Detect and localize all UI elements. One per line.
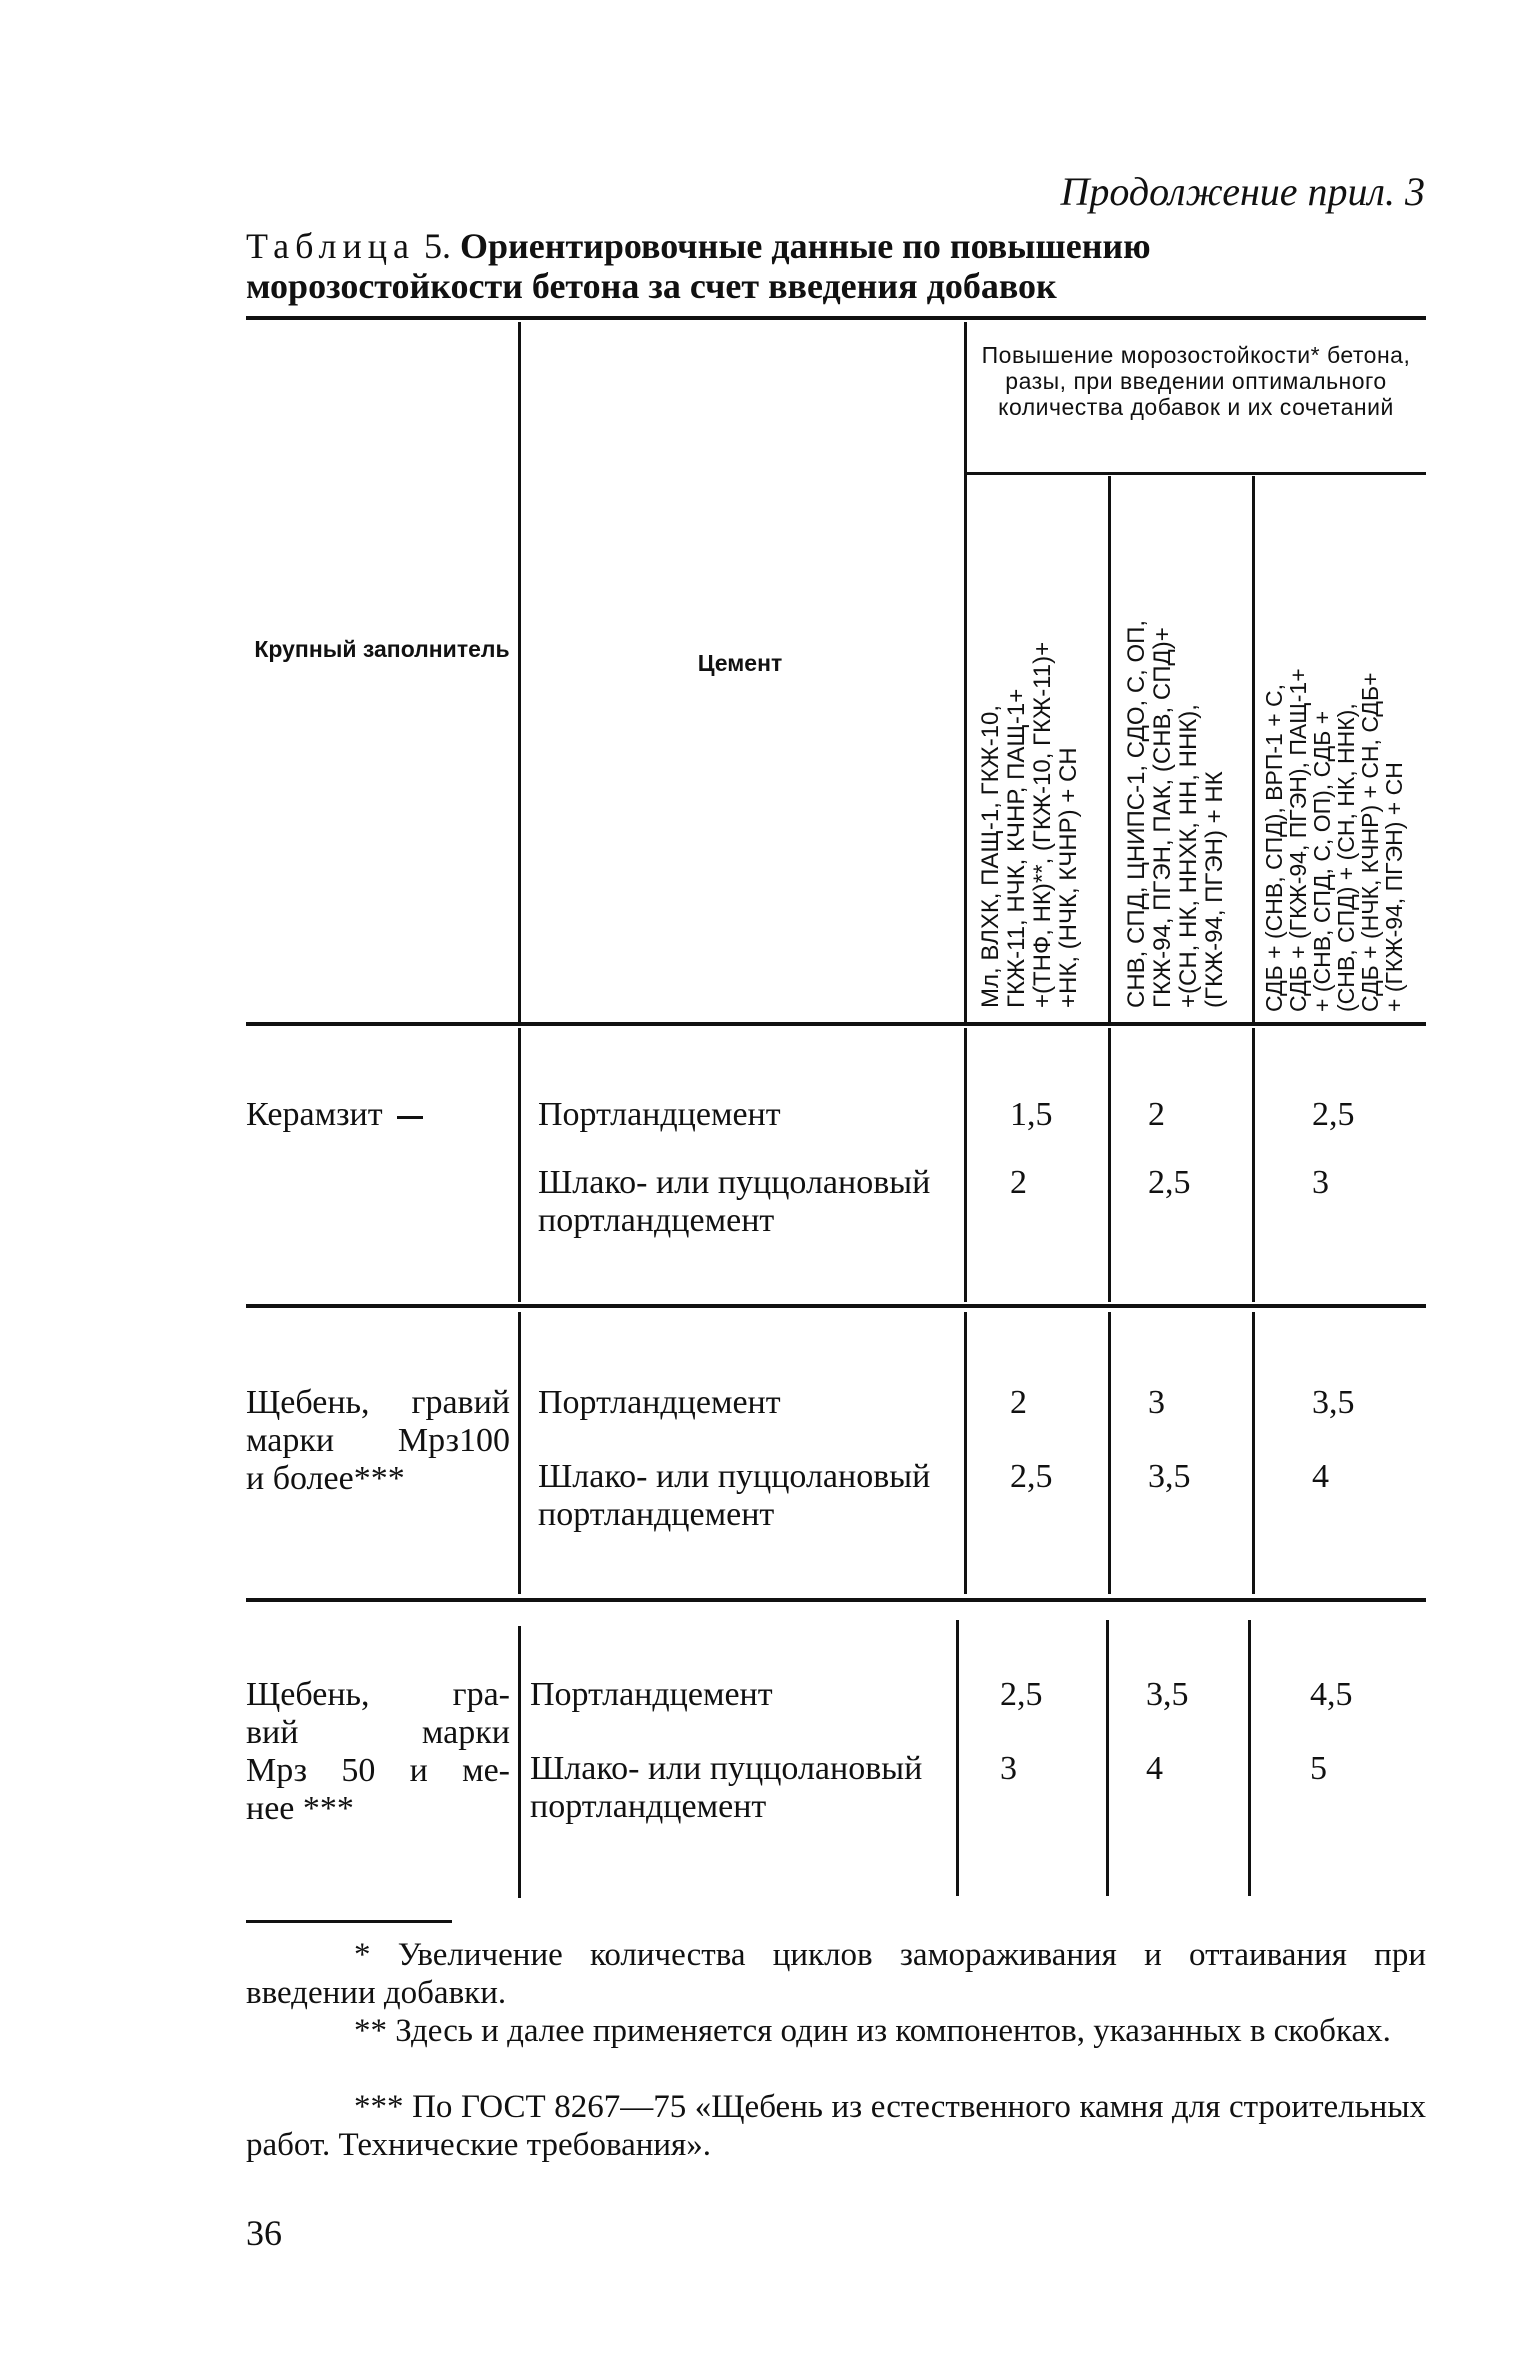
sub-column-1-line: +НК, (НЧК, КЧНР) + СН [1055,747,1082,1008]
sub-column-3-line: + (СНВ, СПД, С, ОП), СДБ + [1309,710,1335,1012]
aggregate-line: нее *** [246,1790,354,1827]
group-3-divider-sub-1 [1106,1620,1109,1896]
cement-cell: Шлако- или пуццолановый портландцемент [538,1458,931,1533]
sub-column-3-line: СДБ + (НЧК, КЧНР) + СН, СДБ+ [1357,672,1383,1012]
sub-column-header-2 [1124,620,1228,1008]
footnote-rule [246,1920,452,1923]
aggregate-crushed-stone-mrz100 [246,1384,510,1498]
sub-column-header-3 [1262,668,1406,1012]
value-cell: 3 [1000,1750,1017,1787]
aggregate-keramzit [246,1096,514,1134]
value-cell: 2 [1148,1096,1165,1133]
footnote-2: ** Здесь и далее применяется один из компонентов, указанных в скобках. [354,2013,1391,2049]
value-cell: 3,5 [1312,1384,1355,1421]
value-cell: 3,5 [1148,1458,1191,1495]
sub-column-3-line: + (ГКЖ-94, ПГЭН) + СН [1381,762,1407,1012]
group-header-rule [966,472,1426,475]
value-cell: 3 [1148,1384,1165,1421]
value-cell: 4,5 [1310,1676,1353,1713]
cement-cell: Портландцемент [538,1096,781,1133]
footnote-1: * Увеличение количества циклов замораживания и оттаивания при введении добавки. [246,1937,1426,2011]
group-1-divider-sub-1 [1108,1028,1111,1302]
group-1-divider-sub-2 [1252,1028,1255,1302]
value-cell: 2,5 [1010,1458,1053,1495]
value-cell: 2 [1010,1384,1027,1421]
continuation-label: Продолжение прил. 3 [1060,169,1425,214]
value-cell: 3 [1312,1164,1329,1201]
table-title [246,226,1426,306]
group-3-divider-sub-2 [1248,1620,1251,1896]
sub-column-2-line: +(СН, НК, ННХК, НН, ННК), [1175,704,1202,1008]
column-header-cement: Цемент [697,650,783,676]
sub-column-2-line: ГКЖ-94, ПГЭН, ПАК, (СНВ, СПД)+ [1149,627,1176,1008]
sub-column-3-line: СДБ + (СНВ, СПД), ВРП-1 + С, [1261,683,1287,1012]
table-title-lead: Таблица [246,226,415,266]
header-divider-sub-1 [1108,476,1111,1022]
cement-cell: Портландцемент [538,1384,781,1421]
sub-column-2-line: СНВ, СПД, ЦНИПС-1, СДО, С, ОП, [1123,619,1150,1008]
sub-column-3-line: (СНВ, СПД) + (СН, НК, ННК), [1333,703,1359,1012]
aggregate-line: и более*** [246,1460,405,1497]
sub-column-1-line: Mл, ВЛХК, ПАЩ-1, ГКЖ-10, [977,704,1004,1008]
header-divider-cem-values [964,322,967,1022]
aggregate-line: Мрз 50 и ме- [246,1752,510,1789]
aggregate-label: Керамзит [246,1096,383,1133]
group-1-divider-cem-values [964,1028,967,1302]
value-cell: 2 [1010,1164,1027,1201]
group-1-divider-agg-cem [518,1028,521,1302]
aggregate-crushed-stone-mrz50 [246,1676,510,1828]
aggregate-line: вий марки [246,1714,510,1751]
value-cell: 5 [1310,1750,1327,1787]
sub-column-2-line: (ГКЖ-94, ПГЭН) + НК [1201,771,1228,1008]
group-3-divider-agg-cem [518,1626,521,1898]
sub-column-1-line: +(ТНФ, НК)**, (ГКЖ-10, ГКЖ-11)+ [1029,641,1056,1008]
value-cell: 4 [1146,1750,1163,1787]
table-title-text: Ориентировочные данные по повышению морозостойкости бетона за счет введения добавок [246,226,1151,306]
value-cell: 3,5 [1146,1676,1189,1713]
value-cell: 4 [1312,1458,1329,1495]
value-cell: 2,5 [1312,1096,1355,1133]
header-bottom-rule [246,1022,1426,1026]
aggregate-line: Щебень, гра- [246,1676,510,1713]
value-cell: 2,5 [1000,1676,1043,1713]
group-2-divider-cem-values [964,1312,967,1594]
page-number: 36 [246,2213,282,2253]
table-top-rule [246,316,1426,320]
group-2-divider-sub-1 [1108,1312,1111,1594]
table-title-number: 5. [423,226,451,266]
aggregate-line: Щебень, гравий [246,1384,510,1421]
footnote-3: *** По ГОСТ 8267—75 «Щебень из естественного камня для строительных работ. Технические требования». [246,2089,1426,2163]
value-cell: 2,5 [1148,1164,1191,1201]
column-group-header: Повышение морозостойкости* бетона, разы, при введении оптимального количества добавок и их сочетаний [981,342,1411,420]
sub-column-1-line: ГКЖ-11, НЧК, КЧНР, ПАЩ-1+ [1003,688,1030,1008]
column-header-aggregate: Крупный заполнитель [254,636,510,662]
group-1-bottom-rule [246,1304,1426,1308]
group-3-divider-cem-values [956,1620,959,1896]
cement-cell: Шлако- или пуццолановый портландцемент [538,1164,931,1239]
cement-cell: Шлако- или пуццолановый портландцемент [530,1750,923,1825]
sub-column-3-line: СДБ + (ГКЖ-94, ПГЭН), ПАЩ-1+ [1285,668,1311,1012]
group-2-divider-agg-cem [518,1312,521,1594]
value-cell: 1,5 [1010,1096,1053,1133]
dash-mark [397,1116,423,1119]
header-divider-sub-2 [1252,476,1255,1022]
group-2-bottom-rule [246,1598,1426,1602]
sub-column-header-1 [978,642,1082,1008]
cement-cell: Портландцемент [530,1676,773,1713]
group-2-divider-sub-2 [1252,1312,1255,1594]
aggregate-line: марки Мрз100 [246,1422,510,1459]
